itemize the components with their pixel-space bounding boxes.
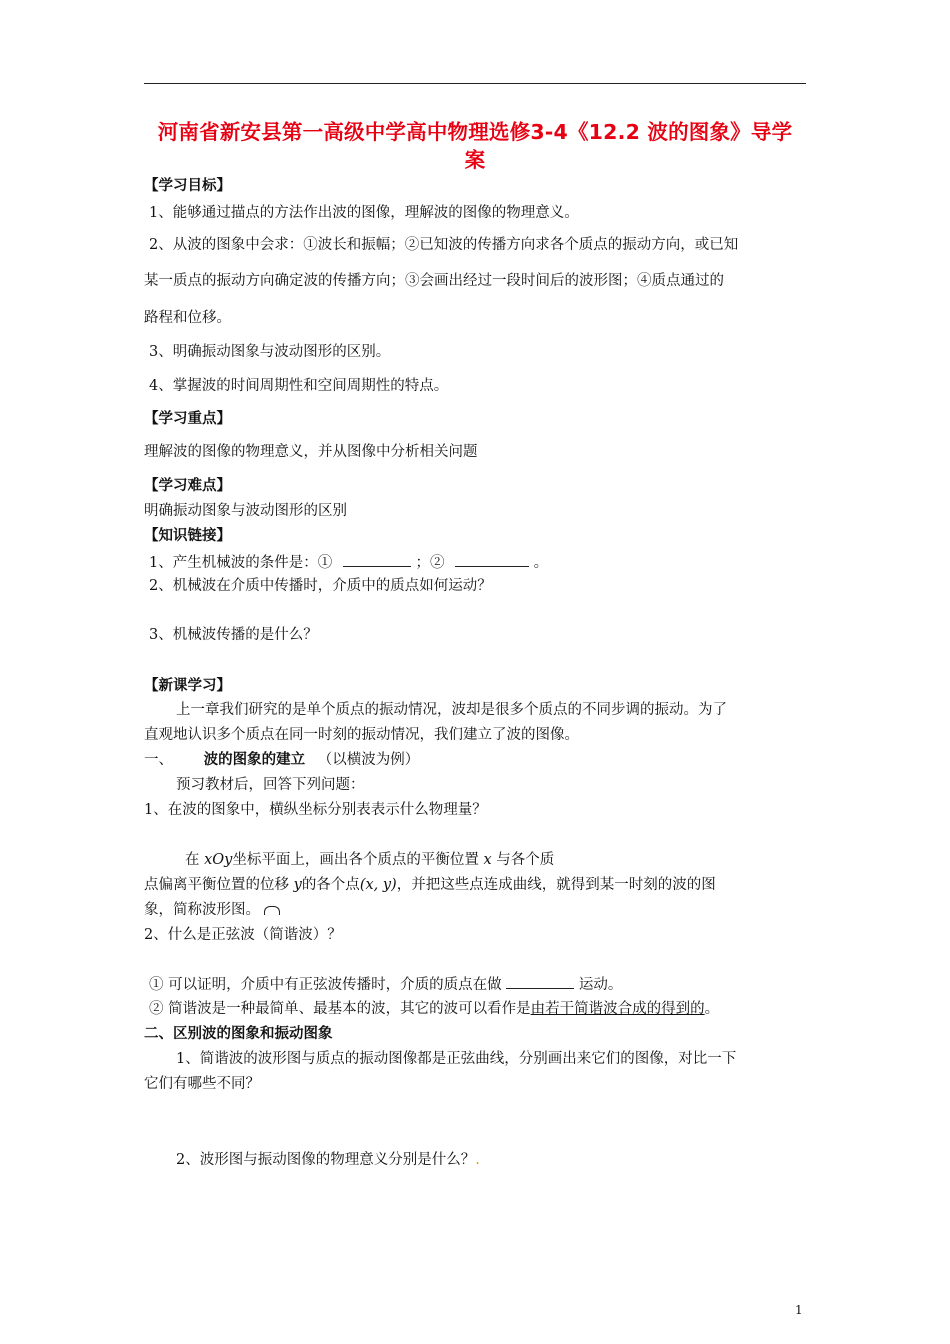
point-1-text: ① 可以证明，介质中有正弦波传播时，介质的质点在做 xyxy=(149,977,502,993)
answer-paragraph-line-3 xyxy=(144,900,812,920)
link-question-3: 3、机械波传播的是什么？ xyxy=(149,627,318,643)
section-1-heading xyxy=(144,750,812,770)
xoy-symbol: xOy xyxy=(204,852,233,868)
answer-blank-3[interactable] xyxy=(506,973,574,989)
y-symbol: y xyxy=(293,877,302,893)
objective-4: 4、掌握波的时间周期性和空间周期性的特点。 xyxy=(149,378,449,394)
answer-text: 在 xyxy=(185,852,200,868)
objectives-heading: 【学习目标】 xyxy=(144,178,231,194)
point-1 xyxy=(149,973,817,995)
answer-blank-2[interactable] xyxy=(455,551,529,567)
link-question-1 xyxy=(149,551,817,573)
point-1-suffix: 运动。 xyxy=(578,977,623,993)
answer-text: 点偏离平衡位置的位移 xyxy=(144,877,289,893)
section-2-question-1-line-1: 1、简谐波的波形图与质点的振动图像都是正弦曲线，分别画出来它们的图像，对比一下 xyxy=(176,1051,737,1067)
preview-instruction: 预习教材后，回答下列问题： xyxy=(176,777,365,793)
header-rule xyxy=(144,83,806,84)
page-number: 1 xyxy=(795,1303,803,1317)
answer-blank-1[interactable] xyxy=(343,551,411,567)
section-1-note: （以横波为例） xyxy=(317,752,420,768)
wave-curve-icon xyxy=(264,906,280,915)
new-question-1: 1、在波的图象中，横纵坐标分别表表示什么物理量？ xyxy=(144,802,487,818)
point-2 xyxy=(149,999,817,1019)
section-1-title: 波的图象的建立 xyxy=(203,752,306,768)
link-q1-prefix: 1、产生机械波的条件是：① xyxy=(149,555,333,571)
point-2-text: ② 简谐波是一种最简单、最基本的波，其它的波可以看作是 xyxy=(149,1001,531,1017)
answer-text: 坐标平面上，画出各个质点的平衡位置 xyxy=(232,852,479,868)
section-1-number: 一、 xyxy=(144,752,173,768)
answer-paragraph-line-1 xyxy=(185,850,853,870)
link-q1-mid: ；② xyxy=(415,555,445,571)
intro-line-2: 直观地认识多个质点在同一时刻的振动情况，我们建立了波的图像。 xyxy=(144,727,579,743)
links-heading: 【知识链接】 xyxy=(144,528,231,544)
intro-line-1: 上一章我们研究的是单个质点的振动情况，波却是很多个质点的不同步调的振动。为了 xyxy=(176,702,727,718)
section-2-question-2 xyxy=(176,1150,844,1170)
x-symbol: x xyxy=(483,852,492,868)
answer-text: 与各个质 xyxy=(496,852,555,868)
answer-paragraph-line-2 xyxy=(144,875,812,895)
answer-text: ，并把这些点连成曲线，就得到某一时刻的波的图 xyxy=(396,877,716,893)
focus-heading: 【学习重点】 xyxy=(144,411,231,427)
new-question-2: 2、什么是正弦波（简谐波）？ xyxy=(144,927,342,943)
document-title xyxy=(140,118,810,174)
link-q1-end: 。 xyxy=(533,555,549,571)
answer-text: 象，简称波形图。 xyxy=(144,902,260,918)
objective-2-line-1: 2、从波的图象中会求：①波长和振幅；②已知波的传播方向求各个质点的振动方向，或已知 xyxy=(149,237,739,253)
section-2-question-2-text: 2、波形图与振动图像的物理意义分别是什么？ xyxy=(176,1152,476,1168)
title-line-2: 案 xyxy=(464,148,486,172)
section-2-heading: 二、区别波的图象和振动图象 xyxy=(144,1026,333,1042)
point-2-underlined-answer: 由若干简谐波合成的得到的 xyxy=(530,1001,705,1017)
focus-text: 理解波的图像的物理意义，并从图像中分析相关问题 xyxy=(144,444,478,460)
xy-symbol: (x, y) xyxy=(359,877,397,893)
title-line-1: 河南省新安县第一高级中学高中物理选修3-4《12.2 波的图象》导学 xyxy=(157,120,793,144)
objective-2-line-3: 路程和位移。 xyxy=(144,310,231,326)
difficulty-heading: 【学习难点】 xyxy=(144,478,231,494)
objective-1: 1、能够通过描点的方法作出波的图像，理解波的图像的物理意义。 xyxy=(149,205,579,221)
point-2-suffix: 。 xyxy=(704,1001,720,1017)
objective-3: 3、明确振动图象与波动图形的区别。 xyxy=(149,344,391,360)
link-question-2: 2、机械波在介质中传播时，介质中的质点如何运动？ xyxy=(149,578,492,594)
stray-mark-icon: . xyxy=(475,1152,480,1168)
objective-2-line-2: 某一质点的振动方向确定波的传播方向；③会画出经过一段时间后的波形图；④质点通过的 xyxy=(144,273,724,289)
section-2-question-1-line-2: 它们有哪些不同？ xyxy=(144,1076,260,1092)
answer-text: 的各个点 xyxy=(301,877,360,893)
difficulty-text: 明确振动图象与波动图形的区别 xyxy=(144,503,347,519)
new-lesson-heading: 【新课学习】 xyxy=(144,678,231,694)
